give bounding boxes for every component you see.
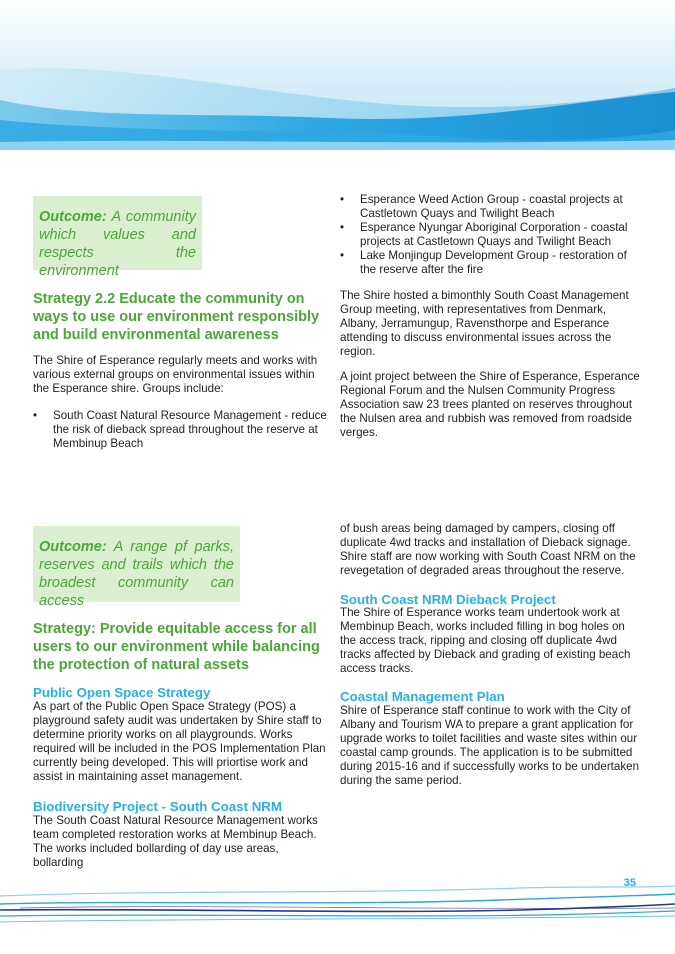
groups-list-right <box>340 193 640 277</box>
list-item: • South Coast Natural Resource Management - reduce the risk of dieback spread throughout the reserve at Membinup Beach <box>33 409 329 451</box>
list-item: • Lake Monjingup Development Group - restoration of the reserve after the fire <box>340 249 640 277</box>
footer-wave-lines <box>0 880 675 930</box>
strategy-heading-access: Strategy: Provide equitable access for all users to our environment while balancing the protection of natural assets <box>33 621 320 673</box>
dieback-heading: South Coast NRM Dieback Project <box>340 592 556 607</box>
biodiversity-paragraph: The South Coast Natural Resource Management works team completed restoration works at Membinup Beach. The works included bollarding of day use areas, bollarding <box>33 814 318 869</box>
groups-list-left <box>33 409 329 451</box>
dieback-paragraph: The Shire of Esperance works team undertook work at Membinup Beach, works included filling in bog holes on the access track, ripping and closing off duplicate 4wd tracks affected by Dieback and grading of existing beach access tracks. <box>340 606 631 675</box>
biodiversity-paragraph-continued: of bush areas being damaged by campers, closing off duplicate 4wd tracks and installation of Dieback signage. Shire staff are now working with South Coast NRM on the revegetation of degraded areas throughout the reserve. <box>340 522 636 577</box>
list-item: • Esperance Weed Action Group - coastal projects at Castletown Quays and Twilight Beach <box>340 193 640 221</box>
header-wave-banner <box>0 0 675 160</box>
pos-paragraph: As part of the Public Open Space Strategy (POS) a playground safety audit was undertaken by Shire staff to determine priority works on all playgrounds. Works required will be included in the POS Implementation Plan currently being developed. This will priortise work and assist in maintaining asset management. <box>33 700 326 783</box>
intro-paragraph: The Shire of Esperance regularly meets and works with various external groups on environmental issues within the Esperance shire. Groups include: <box>33 354 318 395</box>
outcome-label: Outcome: <box>39 539 107 555</box>
coastal-paragraph: Shire of Esperance staff continue to work with the City of Albany and Tourism WA to prepare a grant application for upgrade works to toilet facilities and waste sites within our coastal camp grounds. The application is to be submitted during 2015-16 and if successfully works to be undertaken during the same period. <box>340 704 640 787</box>
outcome-label: Outcome: <box>39 209 107 225</box>
outcome-box-parks <box>33 526 240 609</box>
coastal-heading: Coastal Management Plan <box>340 689 505 704</box>
biodiversity-heading: Biodiversity Project - South Coast NRM <box>33 799 282 814</box>
outcome-text: A range pf parks, reserves and trails which the broadest community can access <box>39 539 234 609</box>
outcome-text: A community which values and respects the environment <box>39 209 196 279</box>
joint-project-paragraph: A joint project between the Shire of Esperance, Esperance Regional Forum and the Nulsen Community Progress Association saw 23 trees planted on reserves throughout the Nulsen area and rubbish was removed from roadside verges. <box>340 370 640 439</box>
list-item: • Esperance Nyungar Aboriginal Corporation - coastal projects at Castletown Quays and Twilight Beach <box>340 221 640 249</box>
outcome-box-community <box>33 196 202 279</box>
pos-heading: Public Open Space Strategy <box>33 685 211 700</box>
meeting-paragraph: The Shire hosted a bimonthly South Coast Management Group meeting, with representatives from Denmark, Albany, Jerramungup, Ravensthorpe and Esperance attending to discuss environmental issues across the region. <box>340 289 629 358</box>
page-number: 35 <box>623 877 636 889</box>
strategy-heading-2-2: Strategy 2.2 Educate the community on ways to use our environment responsibly and build environmental awareness <box>33 291 320 343</box>
